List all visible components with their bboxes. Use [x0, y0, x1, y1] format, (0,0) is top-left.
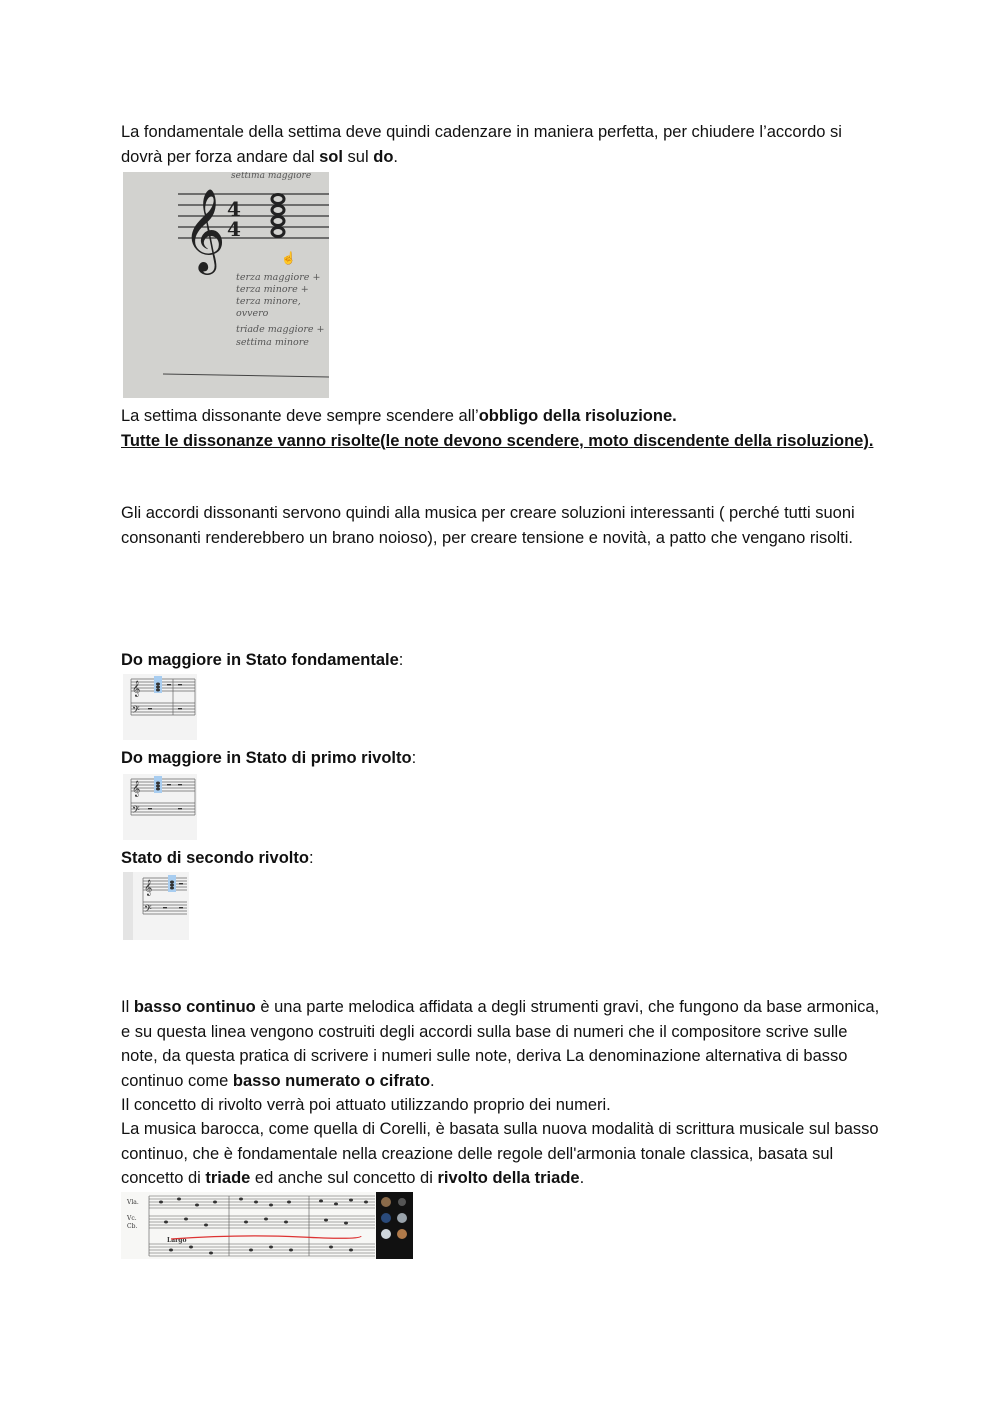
svg-text:settima minore: settima minore — [236, 337, 309, 348]
baroque-music-paragraph: La musica barocca, come quella di Corelli, è basata sulla nuova modalità di scrittura musicale sul basso continuo, che è fondamentale nella creazione delle regole dell'armonia tonale classica, basata sul concetto di triade ed anche sul concetto di rivolto della triade. — [121, 1120, 879, 1187]
avatar — [381, 1229, 391, 1239]
avatar — [398, 1198, 406, 1206]
inversion-numbers-paragraph: Il concetto di rivolto verrà poi attuato utilizzando proprio dei numeri. — [121, 1096, 611, 1114]
bold-rivolto-triade: rivolto della triade — [437, 1169, 580, 1187]
avatar — [397, 1213, 407, 1223]
bass-clef-icon: 𝄢 — [132, 804, 140, 818]
underlined-rule: Tutte le dissonanze vanno risolte(le note devono scendere, moto discendente della risoluzione). — [121, 431, 874, 450]
resolution-paragraph: La settima dissonante deve sempre scendere all’obbligo della risoluzione. Tutte le dissonanze vanno risolte(le note devono scendere, moto discendente della risoluzione). — [121, 407, 874, 450]
hand-cursor-icon: ☝ — [281, 251, 296, 265]
time-signature-top: 4 — [227, 197, 241, 221]
bass-clef-icon: 𝄢 — [144, 903, 152, 917]
score-label-viola: Vla. — [127, 1199, 139, 1206]
bass-clef-icon: 𝄢 — [132, 704, 140, 718]
dissonant-chords-paragraph: Gli accordi dissonanti servono quindi alla musica per creare soluzioni interessanti ( perché tutti suoni consonanti renderebbero un brano noioso), per creare tensione e novità, a patto che vengano risolti. — [121, 504, 855, 547]
bold-basso-continuo: basso continuo — [133, 998, 256, 1016]
staff-second-inversion — [123, 872, 189, 940]
corelli-score-image — [121, 1192, 413, 1259]
treble-clef-icon: 𝄞 — [183, 187, 226, 271]
avatar — [397, 1229, 407, 1239]
bold-obligation: obbligo della risoluzione. — [478, 407, 677, 425]
avatar — [381, 1213, 391, 1223]
staff-root-position — [123, 674, 197, 740]
section-second-inversion-heading: Stato di secondo rivolto: — [121, 849, 314, 867]
intro-paragraph: La fondamentale della settima deve quindi cadenzare in maniera perfetta, per chiudere l’accordo si dovrà per forza andare dal sol sul do. — [121, 123, 842, 166]
avatar — [381, 1197, 391, 1207]
section-root-position-heading: Do maggiore in Stato fondamentale: — [121, 651, 404, 669]
section-first-inversion-heading: Do maggiore in Stato di primo rivolto: — [121, 749, 417, 767]
seventh-chord-photo — [123, 172, 329, 398]
bold-triade: triade — [205, 1169, 251, 1187]
bold-sol: sol — [319, 147, 343, 166]
svg-text:terza minore,: terza minore, — [236, 296, 301, 307]
treble-clef-icon: 𝄞 — [144, 879, 153, 895]
basso-continuo-paragraph: Il basso continuo è una parte melodica affidata a degli strumenti gravi, che fungono da base armonica, e su questa linea vengono costruiti degli accordi sulla base di numeri che il compositore scrive sulle note, da questa pratica di scrivere i numeri sulle note, deriva La denominazione alternativa di basso continuo come basso numerato o cifrato. — [121, 998, 880, 1090]
svg-text:terza minore +: terza minore + — [236, 284, 309, 295]
treble-clef-icon: 𝄞 — [132, 680, 141, 696]
treble-clef-icon: 𝄞 — [132, 780, 141, 796]
svg-text:triade maggiore +: triade maggiore + — [236, 324, 325, 335]
time-signature-bottom: 4 — [227, 217, 241, 241]
bold-basso-numerato: basso numerato o cifrato — [232, 1071, 431, 1090]
svg-text:ovvero: ovvero — [236, 308, 269, 319]
svg-text:terza maggiore +: terza maggiore + — [236, 272, 321, 283]
score-tempo-marking: Largo — [167, 1237, 187, 1244]
bold-do: do — [373, 147, 394, 166]
photo-heading: settima maggiore — [231, 172, 312, 181]
score-label-cello: Vc. — [127, 1215, 137, 1222]
staff-first-inversion — [123, 774, 197, 840]
score-label-bass: Cb. — [127, 1223, 138, 1230]
